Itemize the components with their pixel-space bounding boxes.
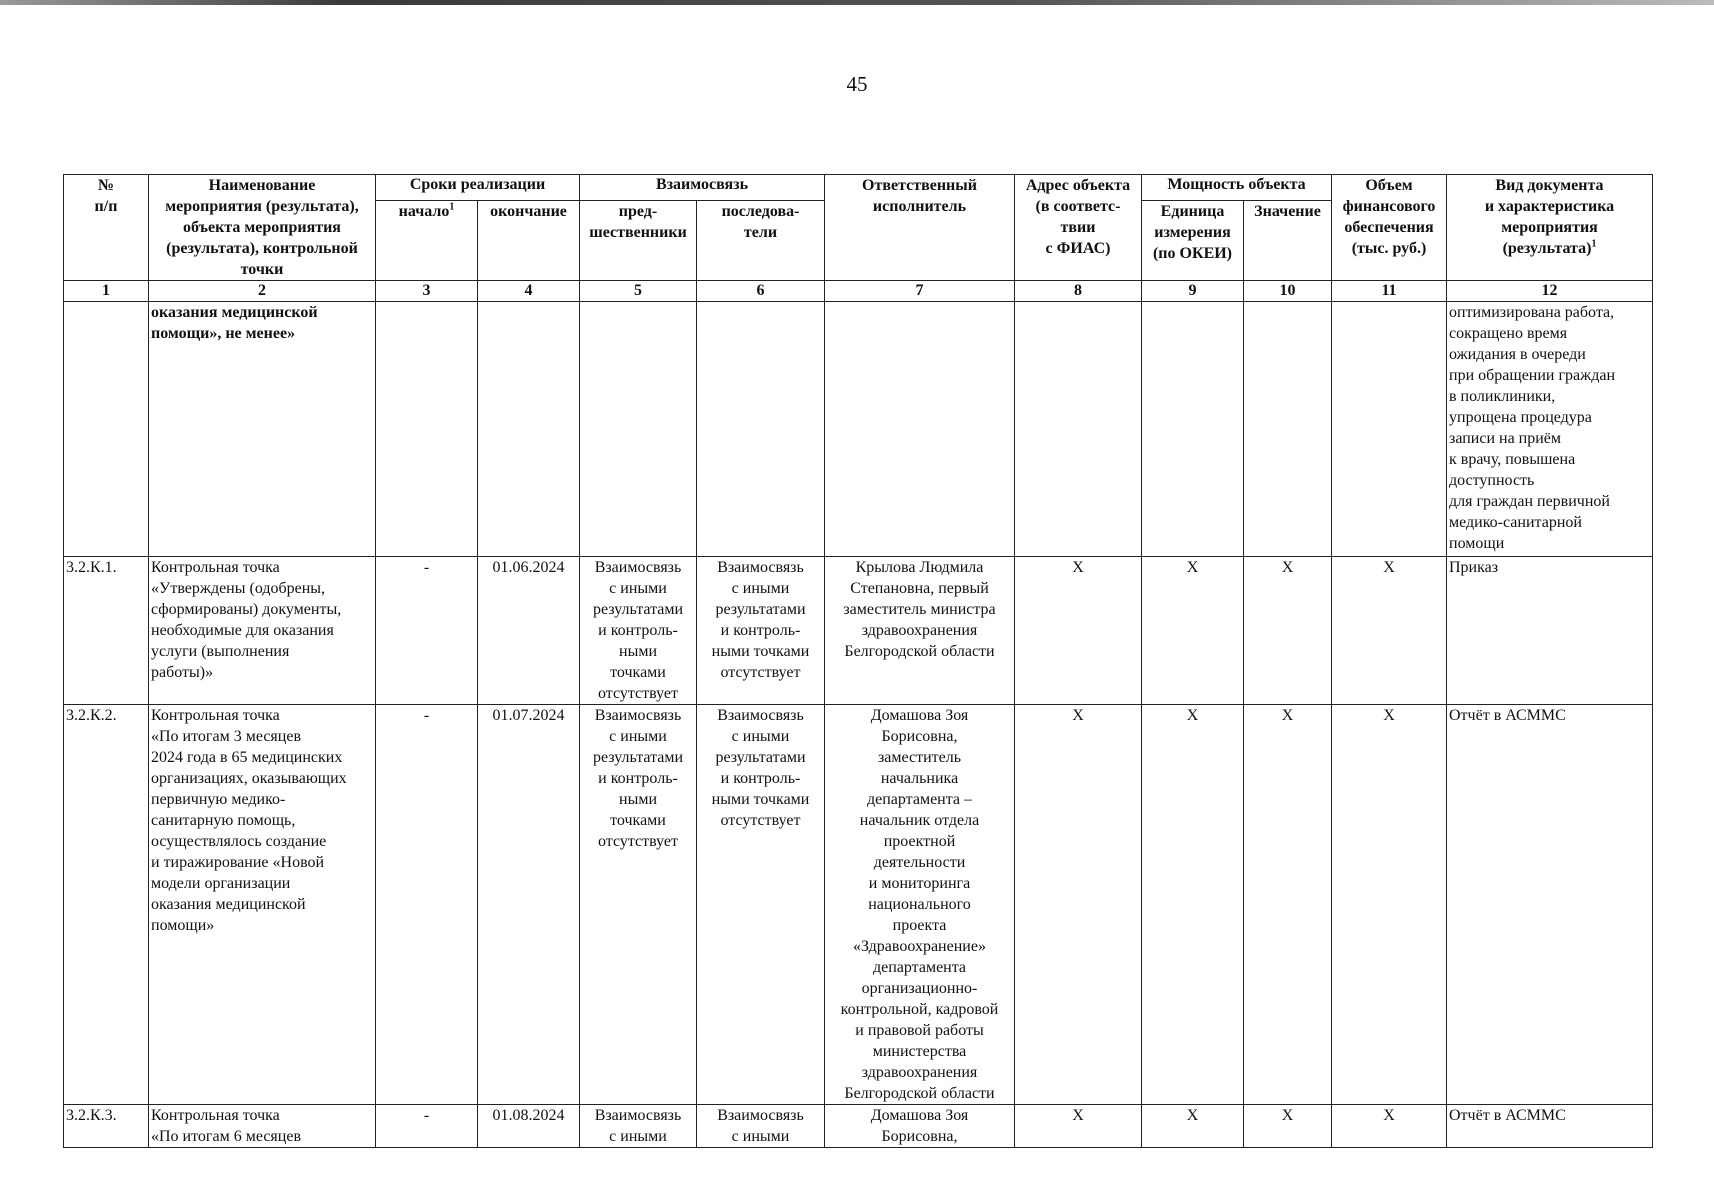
column-number-row [64,281,1653,302]
column-number: 3 [376,281,478,302]
header-name: Наименование мероприятия (результата), объекта мероприятия (результата), контрольной точки [149,175,376,281]
cell-address: X [1015,1105,1142,1148]
column-number: 8 [1015,281,1142,302]
header-document [1447,175,1653,281]
cell-number: 3.2.К.3. [64,1105,149,1148]
header-document-footnote: 1 [1591,238,1597,250]
cell-value: X [1244,1105,1332,1148]
header-value: Значение [1244,201,1332,281]
column-number: 1 [64,281,149,302]
table-row-continued [64,302,1653,557]
cell-value [1244,302,1332,557]
header-unit: Единица измерения (по ОКЕИ) [1142,201,1244,281]
cell-end [478,302,580,557]
cell-document: Приказ [1447,557,1653,705]
cell-number: 3.2.К.1. [64,557,149,705]
column-number: 4 [478,281,580,302]
implementation-plan-table [63,174,1653,1148]
header-start-footnote: 1 [449,201,455,213]
cell-number: 3.2.К.2. [64,705,149,1105]
cell-name: оказания медицинской помощи», не менее» [149,302,376,557]
cell-unit: X [1142,1105,1244,1148]
cell-finance: X [1332,1105,1447,1148]
column-number: 6 [697,281,825,302]
cell-document: Отчёт в АСММС [1447,1105,1653,1148]
cell-unit [1142,302,1244,557]
cell-start: - [376,1105,478,1148]
cell-predecessors: Взаимосвязь с иными результатами и контроль- ными точками отсутствует [580,557,697,705]
column-number: 9 [1142,281,1244,302]
header-start-label: начало [398,203,450,221]
cell-successors [697,302,825,557]
cell-finance: X [1332,705,1447,1105]
cell-unit: X [1142,705,1244,1105]
column-number: 11 [1332,281,1447,302]
cell-number [64,302,149,557]
header-successors: последова- тели [697,201,825,281]
header-address: Адрес объекта (в соответс- твии с ФИАС) [1015,175,1142,281]
cell-responsible: Домашова Зоя Борисовна, заместитель начальника департамента – начальник отдела проектной деятельности и мониторинга национального проекта «Здравоохранение» департамента организационно- контрольной, кадровой и правовой работы министерства здравоохранения Белгородской области [825,705,1015,1105]
cell-responsible [825,302,1015,557]
cell-successors: Взаимосвязь с иными результатами и контроль- ными точками отсутствует [697,557,825,705]
header-start [376,201,478,281]
header-terms-group: Сроки реализации [376,175,580,201]
cell-value: X [1244,705,1332,1105]
cell-address [1015,302,1142,557]
header-number: № п/п [64,175,149,281]
header-predecessors: пред- шественники [580,201,697,281]
cell-start [376,302,478,557]
cell-predecessors [580,302,697,557]
column-number: 5 [580,281,697,302]
cell-start: - [376,557,478,705]
cell-finance: X [1332,557,1447,705]
cell-end: 01.07.2024 [478,705,580,1105]
cell-successors: Взаимосвязь с иными [697,1105,825,1148]
table-row [64,557,1653,705]
cell-address: X [1015,705,1142,1105]
column-number: 10 [1244,281,1332,302]
column-number: 12 [1447,281,1653,302]
cell-name: Контрольная точка «По итогам 6 месяцев [149,1105,376,1148]
header-relation-group: Взаимосвязь [580,175,825,201]
page-number: 45 [846,72,868,96]
cell-responsible: Домашова Зоя Борисовна, [825,1105,1015,1148]
cell-name: Контрольная точка «Утверждены (одобрены, сформированы) документы, необходимые для оказания услуги (выполнения работы)» [149,557,376,705]
cell-address: X [1015,557,1142,705]
table-row [64,705,1653,1105]
header-power-group: Мощность объекта [1142,175,1332,201]
cell-start: - [376,705,478,1105]
cell-finance [1332,302,1447,557]
cell-successors: Взаимосвязь с иными результатами и контроль- ными точками отсутствует [697,705,825,1105]
column-number: 2 [149,281,376,302]
cell-end: 01.06.2024 [478,557,580,705]
header-document-label: Вид документа и характеристика мероприятия (результата) [1484,177,1615,257]
cell-document: Отчёт в АСММС [1447,705,1653,1105]
cell-responsible: Крылова Людмила Степановна, первый заместитель министра здравоохранения Белгородской области [825,557,1015,705]
cell-name: Контрольная точка «По итогам 3 месяцев 2024 года в 65 медицинских организациях, оказывающих первичную медико- санитарную помощь, осуществлялось создание и тиражирование «Новой модели организации оказания медицинской помощи» [149,705,376,1105]
cell-predecessors: Взаимосвязь с иными результатами и контроль- ными точками отсутствует [580,705,697,1105]
cell-predecessors: Взаимосвязь с иными [580,1105,697,1148]
scan-top-edge [0,0,1714,5]
header-end: окончание [478,201,580,281]
table-row [64,1105,1653,1148]
cell-value: X [1244,557,1332,705]
header-finance: Объем финансового обеспечения (тыс. руб.) [1332,175,1447,281]
cell-end: 01.08.2024 [478,1105,580,1148]
header-responsible: Ответственный исполнитель [825,175,1015,281]
column-number: 7 [825,281,1015,302]
cell-document: оптимизирована работа, сокращено время ожидания в очереди при обращении граждан в поликлиники, упрощена процедура записи на приём к врачу, повышена доступность для граждан первичной медико-санитарной помощи [1447,302,1653,557]
cell-unit: X [1142,557,1244,705]
